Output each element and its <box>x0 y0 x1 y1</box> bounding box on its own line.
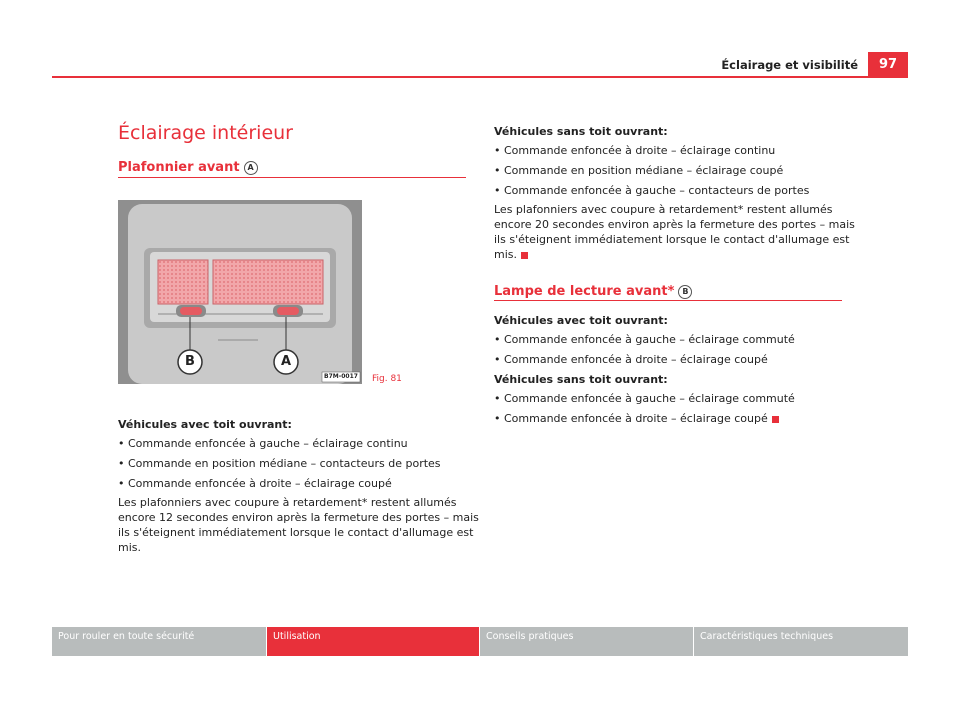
paragraph-line <box>494 247 844 262</box>
bullet-item: • Commande enfoncée à droite – éclairage coupé <box>494 353 768 366</box>
bullet-item-text: • Commande enfoncée à droite – éclairage coupé <box>494 412 768 425</box>
section-rule <box>118 177 466 178</box>
paragraph-line: Les plafonniers avec coupure à retardement* restent allumés <box>494 203 833 216</box>
running-title: Éclairage et visibilité <box>721 58 858 72</box>
subhead: Véhicules sans toit ouvrant: <box>494 125 668 138</box>
section-heading-text: Lampe de lecture avant* <box>494 284 675 299</box>
bullet-item <box>494 411 844 426</box>
subhead: Véhicules avec toit ouvrant: <box>494 314 668 327</box>
page-number-box <box>868 52 908 78</box>
bullet-item: • Commande enfoncée à droite – éclairage continu <box>494 144 776 157</box>
badge-a: A <box>244 161 258 175</box>
left-text-block <box>118 417 479 555</box>
paragraph-line: encore 12 secondes environ après la fermeture des portes – mais <box>118 511 479 524</box>
tab-pour-rouler[interactable]: Pour rouler en toute sécurité <box>52 627 266 656</box>
section-heading-lampe <box>494 284 692 299</box>
bullet-item: • Commande enfoncée à gauche – éclairage continu <box>118 437 408 450</box>
paragraph-line: encore 20 secondes environ après la fermeture des portes – mais <box>494 218 855 231</box>
page-title: Éclairage intérieur <box>118 122 293 144</box>
header-rule <box>52 76 908 78</box>
figure-code: B7M-0017 <box>324 373 358 380</box>
end-mark-icon <box>521 252 528 259</box>
badge-b: B <box>678 285 692 299</box>
overhead-light-figure <box>118 200 362 384</box>
tab-caracteristiques-techniques[interactable]: Caractéristiques techniques <box>694 627 908 656</box>
right-text-block-1 <box>494 124 855 262</box>
tab-utilisation[interactable]: Utilisation <box>267 627 479 656</box>
paragraph-line: Les plafonniers avec coupure à retardement* restent allumés <box>118 496 457 509</box>
section-rule <box>494 300 842 301</box>
paragraph-line: ils s'éteignent immédiatement lorsque le contact d'allumage est <box>494 233 850 246</box>
bullet-item: • Commande enfoncée à droite – éclairage coupé <box>118 477 392 490</box>
bullet-item: • Commande enfoncée à gauche – contacteurs de portes <box>494 184 810 197</box>
figure-label-a: A <box>280 354 292 369</box>
right-text-block-2 <box>494 313 844 426</box>
subhead: Véhicules avec toit ouvrant: <box>118 418 292 431</box>
figure-caption: Fig. 81 <box>372 374 402 384</box>
end-mark-icon <box>772 416 779 423</box>
section-heading-plafonnier <box>118 160 258 175</box>
figure-label-b: B <box>185 354 195 369</box>
subhead: Véhicules sans toit ouvrant: <box>494 373 668 386</box>
overhead-light-illustration <box>118 200 362 384</box>
bullet-item: • Commande en position médiane – contacteurs de portes <box>118 457 441 470</box>
paragraph-line-text: mis. <box>494 248 517 261</box>
page-number: 97 <box>878 57 898 72</box>
paragraph-line: mis. <box>118 541 141 554</box>
bullet-item: • Commande enfoncée à gauche – éclairage commuté <box>494 392 795 405</box>
bullet-item: • Commande enfoncée à gauche – éclairage commuté <box>494 333 795 346</box>
bullet-item: • Commande en position médiane – éclairage coupé <box>494 164 784 177</box>
tab-conseils-pratiques[interactable]: Conseils pratiques <box>480 627 693 656</box>
section-heading-text: Plafonnier avant <box>118 160 240 175</box>
paragraph-line: ils s'éteignent immédiatement lorsque le contact d'allumage est <box>118 526 474 539</box>
